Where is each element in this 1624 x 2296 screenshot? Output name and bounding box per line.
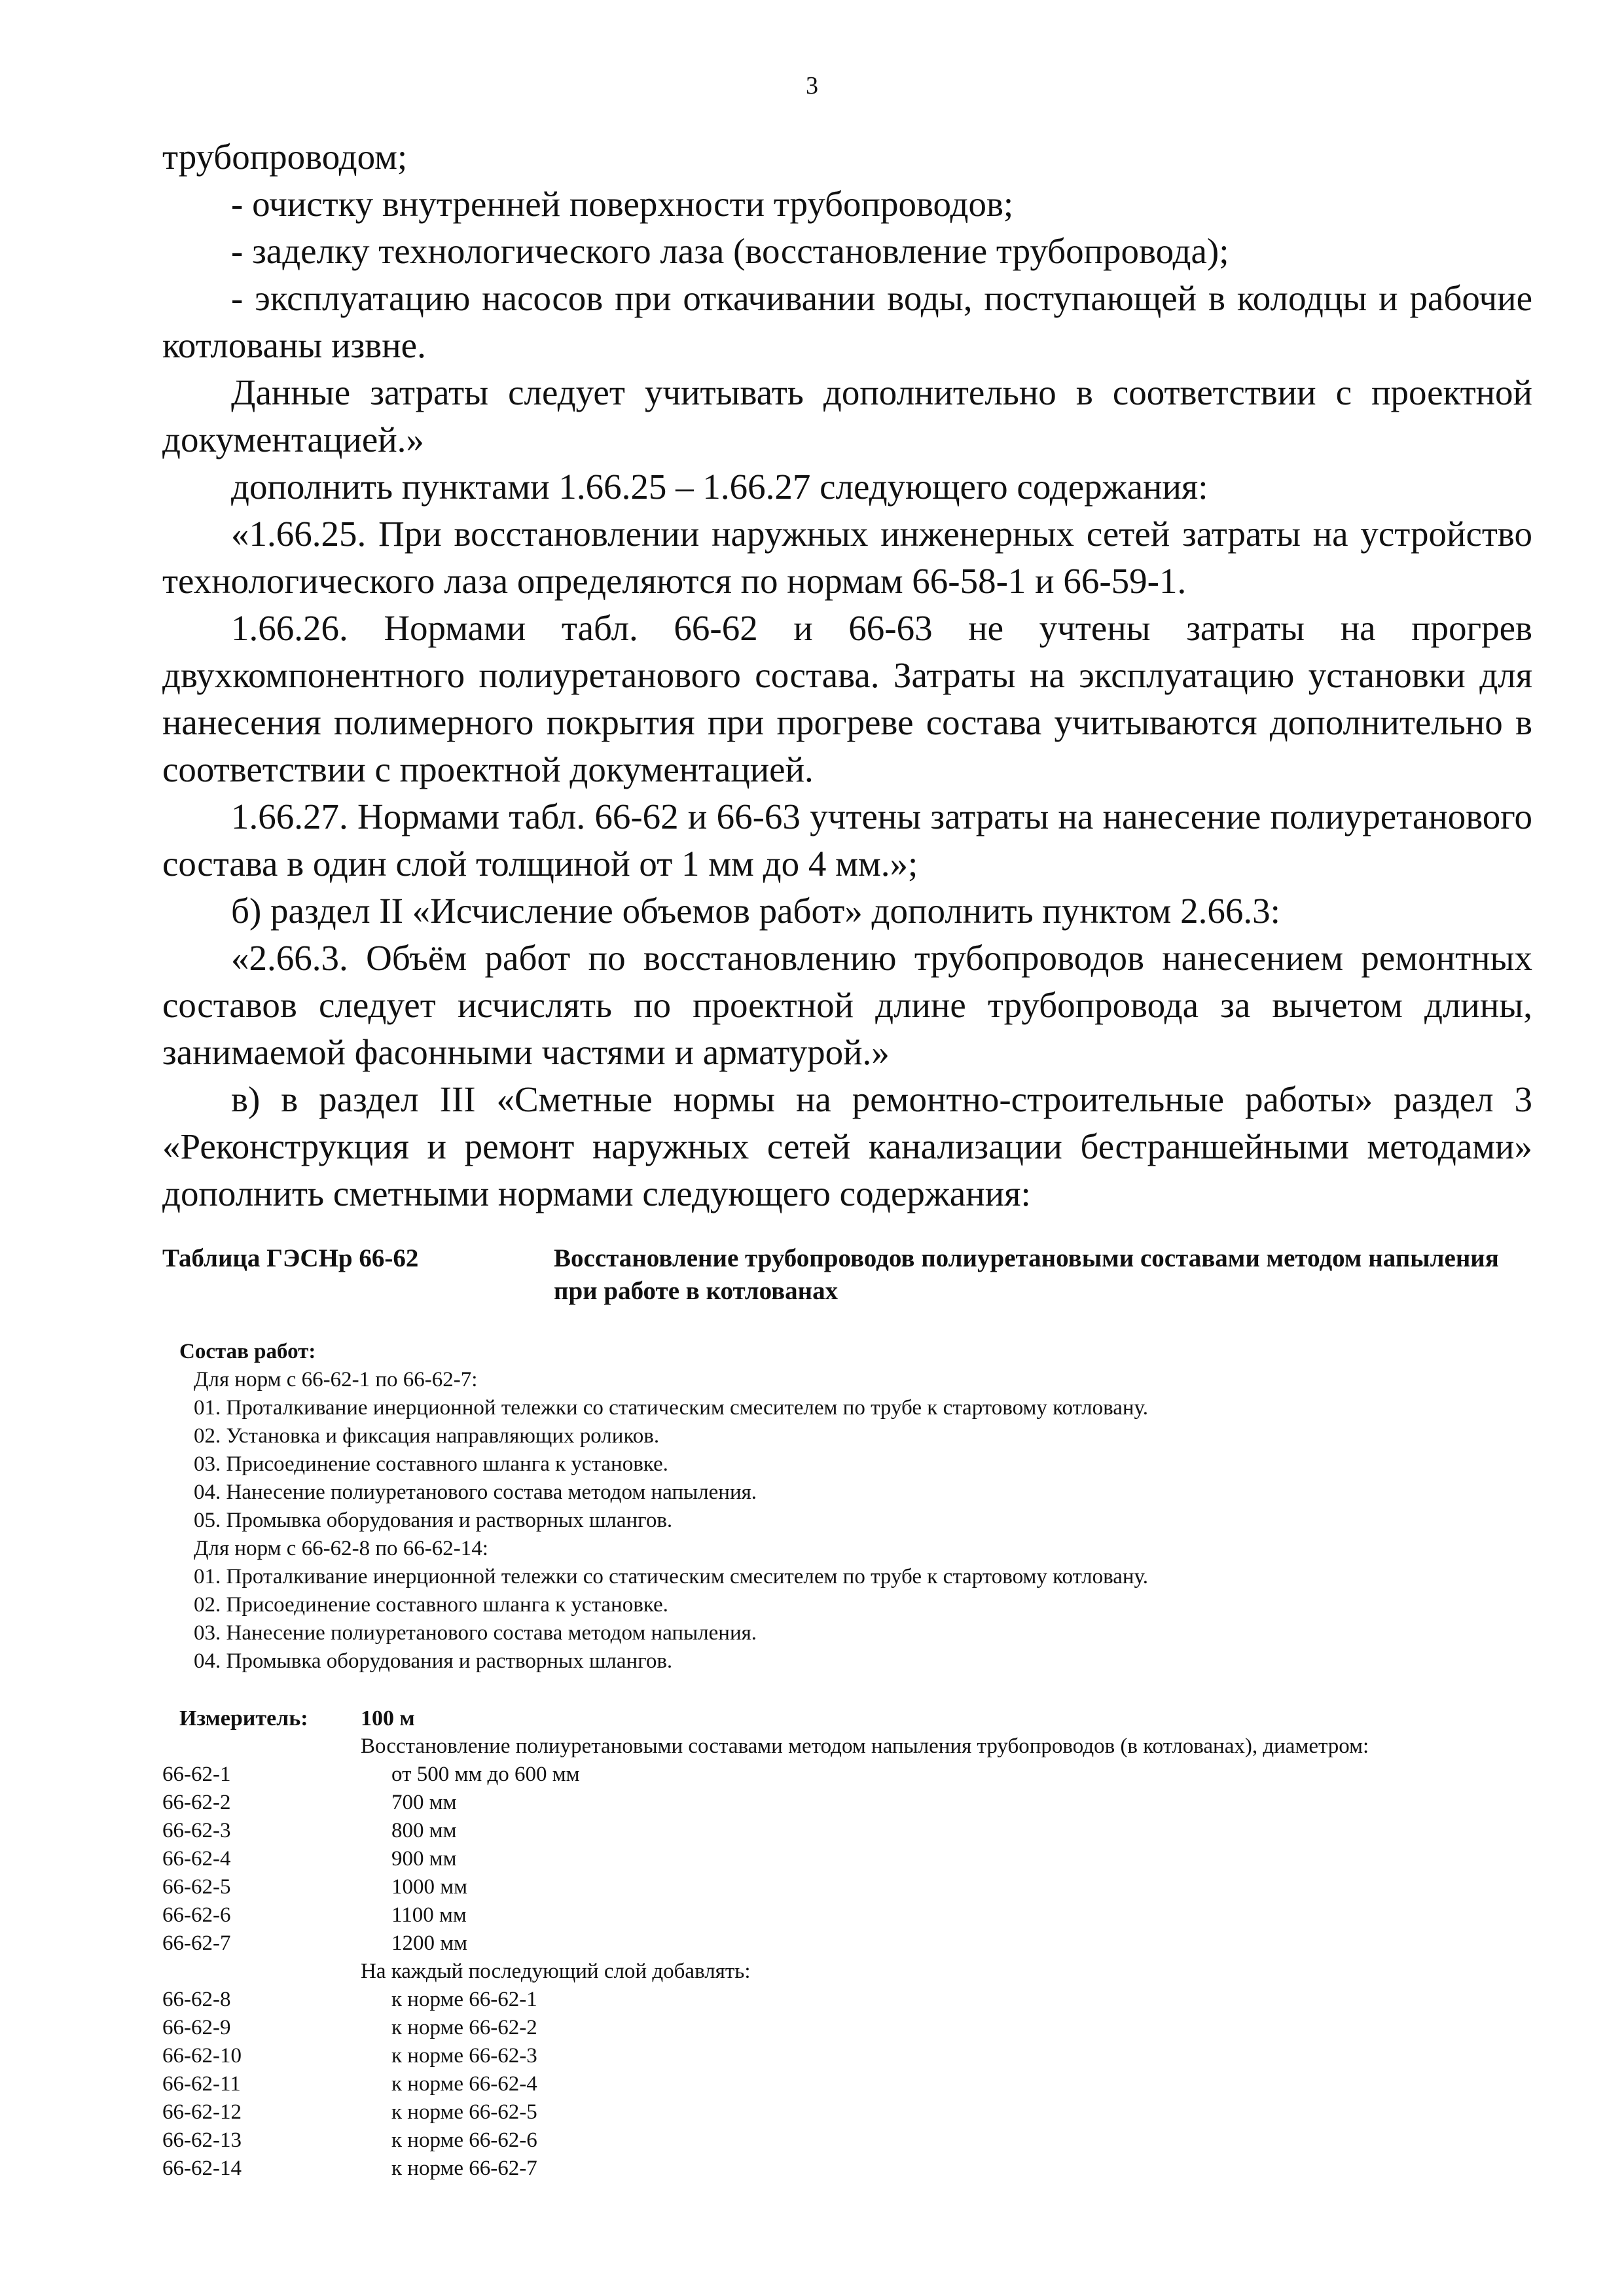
norm-desc: 1100 мм [391,1903,467,1927]
norm-desc: 1200 мм [391,1931,468,1955]
works-line: 04. Промывка оборудования и растворных шлангов. [194,1649,673,1673]
norms-caption: На каждый последующий слой добавлять: [361,1960,751,1983]
norm-code: 66-62-6 [162,1903,231,1927]
norm-row [162,2042,1532,2070]
norm-desc: к норме 66-62-5 [391,2100,537,2124]
norm-row [162,1789,1532,1817]
paragraph: трубопроводом; [162,137,408,177]
norm-code: 66-62-9 [162,2016,231,2039]
works-line: Для норм с 66-62-1 по 66-62-7: [194,1368,478,1391]
paragraph: - очистку внутренней поверхности трубопроводов; [231,184,1014,224]
norm-row [162,2014,1532,2042]
norm-code: 66-62-8 [162,1988,231,2011]
paragraph: - заделку технологического лаза (восстановление трубопровода); [231,231,1229,271]
norm-desc: к норме 66-62-4 [391,2072,537,2096]
works-line: 01. Проталкивание инерционной тележки со статическим смесителем по трубе к стартовому котловану. [194,1396,1148,1420]
paragraph: дополнить пунктами 1.66.25 – 1.66.27 следующего содержания: [231,467,1208,507]
table-title: Восстановление трубопроводов полиуретановыми составами методом напыления при работе в котлованах [554,1244,1499,1305]
norm-code: 66-62-2 [162,1791,231,1814]
norm-code: 66-62-13 [162,2128,242,2152]
norm-row [162,2155,1532,2183]
norm-code: 66-62-12 [162,2100,242,2124]
paragraph: 1.66.27. Нормами табл. 66-62 и 66-63 учтены затраты на нанесение полиуретанового состава в один слой толщиной от 1 мм до 4 мм.»; [162,797,1532,884]
norm-desc: к норме 66-62-3 [391,2044,537,2068]
norm-desc: к норме 66-62-7 [391,2157,537,2180]
paragraph: - эксплуатацию насосов при откачивании воды, поступающей в колодцы и рабочие котлованы извне. [162,278,1532,365]
norm-row [162,1817,1532,1845]
norm-desc: от 500 мм до 600 мм [391,1763,580,1786]
body-text [162,134,1532,1217]
norm-row [162,1845,1532,1873]
works-line: 05. Промывка оборудования и растворных шлангов. [194,1509,673,1532]
meter-label: Измеритель: [179,1706,308,1731]
paragraph: «1.66.25. При восстановлении наружных инженерных сетей затраты на устройство технологического лаза определяются по нормам 66-58-1 и 66-59-1. [162,514,1532,601]
norm-code: 66-62-1 [162,1763,231,1786]
norm-row [162,1761,1532,1789]
norm-row [162,2126,1532,2155]
paragraph: 1.66.26. Нормами табл. 66-62 и 66-63 не учтены затраты на прогрев двухкомпонентного полиуретанового состава. Затраты на эксплуатацию установки для нанесения полимерного покрытия при прогреве состава учитываются дополнительно в соответствии с проектной документацией. [162,608,1532,789]
norm-row [162,1986,1532,2014]
norm-desc: 800 мм [391,1819,457,1842]
meter-value: 100 м [361,1706,415,1731]
norm-code: 66-62-3 [162,1819,231,1842]
norms-list [162,1732,1532,2183]
norm-desc: к норме 66-62-1 [391,1988,537,2011]
norm-code: 66-62-14 [162,2157,242,2180]
norm-desc: 700 мм [391,1791,457,1814]
norm-desc: к норме 66-62-2 [391,2016,537,2039]
norm-code: 66-62-11 [162,2072,241,2096]
norm-row [162,1873,1532,1901]
norm-code: 66-62-4 [162,1847,231,1871]
norm-code: 66-62-10 [162,2044,242,2068]
norms-caption: Восстановление полиуретановыми составами методом напыления трубопроводов (в котлованах), диаметром: [361,1734,1369,1758]
table-id: Таблица ГЭСНр 66-62 [162,1244,419,1272]
works-heading: Состав работ: [179,1340,316,1363]
norm-row [162,2098,1532,2126]
norm-desc: 1000 мм [391,1875,468,1899]
norms-caption-row [162,1732,1532,1761]
page-number: 3 [806,72,818,99]
works-composition [179,1338,1515,1676]
paragraph: Данные затраты следует учитывать дополнительно в соответствии с проектной документацией.» [162,372,1532,459]
norm-desc: к норме 66-62-6 [391,2128,537,2152]
paragraph: б) раздел II «Исчисление объемов работ» дополнить пунктом 2.66.3: [231,891,1280,931]
works-line: 04. Нанесение полиуретанового состава методом напыления. [194,1480,757,1504]
paragraph: в) в раздел III «Сметные нормы на ремонтно-строительные работы» раздел 3 «Реконструкция и ремонт наружных сетей канализации бестраншейными методами» дополнить сметными нормами следующего содержания: [162,1079,1532,1213]
works-line: 03. Присоединение составного шланга к установке. [194,1452,668,1476]
norm-row [162,1901,1532,1929]
norm-desc: 900 мм [391,1847,457,1871]
norm-row [162,2070,1532,2098]
norm-code: 66-62-5 [162,1875,231,1899]
norm-row [162,1929,1532,1958]
works-line: 03. Нанесение полиуретанового состава методом напыления. [194,1621,757,1645]
works-line: 01. Проталкивание инерционной тележки со статическим смесителем по трубе к стартовому котловану. [194,1565,1148,1588]
norm-code: 66-62-7 [162,1931,231,1955]
paragraph: «2.66.3. Объём работ по восстановлению трубопроводов нанесением ремонтных составов следует исчислять по проектной длине трубопровода за вычетом длины, занимаемой фасонными частями и арматурой.» [162,938,1532,1072]
works-line: 02. Установка и фиксация направляющих роликов. [194,1424,660,1448]
norms-caption-row [162,1958,1532,1986]
works-line: 02. Присоединение составного шланга к установке. [194,1593,668,1617]
works-line: Для норм с 66-62-8 по 66-62-14: [194,1537,488,1560]
